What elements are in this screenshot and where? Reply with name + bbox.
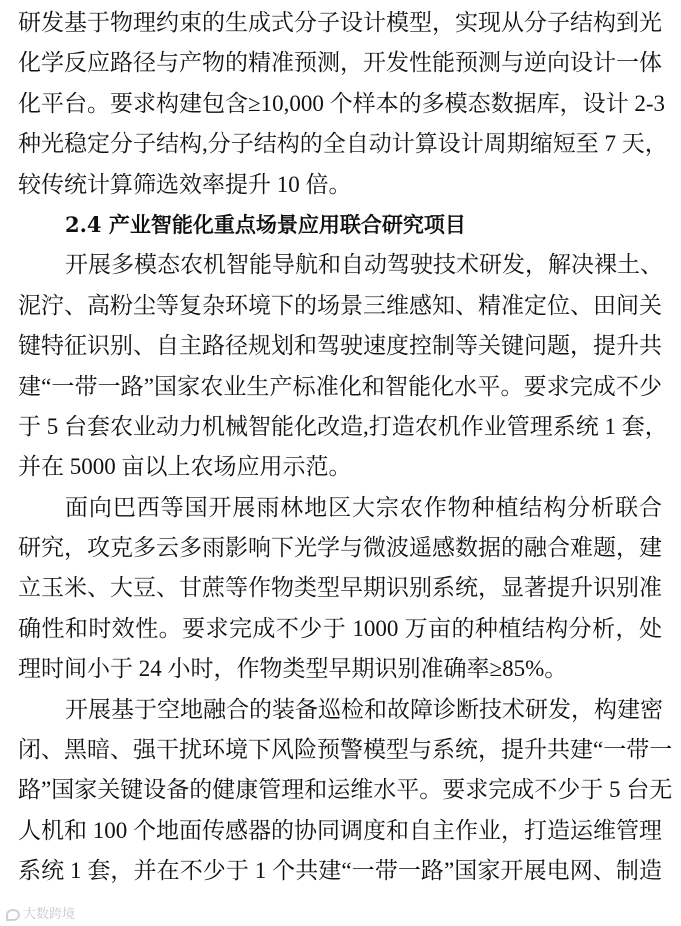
- paragraph: [18, 3, 668, 205]
- paragraph: [18, 245, 668, 487]
- text-line: 理时间小于 24 小时，作物类型早期识别准确率≥85%。: [18, 656, 568, 682]
- text-line: 开展基于空地融合的装备巡检和故障诊断技术研发，构建密: [65, 696, 663, 722]
- text-line: 泥泞、高粉尘等复杂环境下的场景三维感知、精准定位、田间关: [18, 292, 662, 318]
- section-heading: 2.4 产业智能化重点场景应用联合研究项目: [65, 211, 466, 237]
- text-line: 立玉米、大豆、甘蔗等作物类型早期识别系统，显著提升识别准: [18, 575, 662, 601]
- text-line: 并在 5000 亩以上农场应用示范。: [18, 454, 352, 480]
- paragraph: [18, 690, 673, 892]
- text-line: 开展多模态农机智能导航和自动驾驶技术研发，解决裸土、: [65, 252, 663, 278]
- text-line: 化学反应路径与产物的精准预测，开发性能预测与逆向设计一体: [18, 50, 662, 76]
- text-line: 系统 1 套，并在不少于 1 个共建“一带一路”国家开展电网、制造: [18, 858, 662, 884]
- text-line: 种光稳定分子结构,分子结构的全自动计算设计周期缩短至 7 天，: [18, 131, 668, 157]
- text-line: 键特征识别、自主路径规划和驾驶速度控制等关键问题，提升共: [18, 333, 662, 359]
- watermark-text: 大数跨境: [23, 907, 76, 922]
- text-line: 路”国家关键设备的健康管理和运维水平。要求完成不少于 5 台无: [18, 777, 673, 803]
- paragraph: [18, 488, 662, 690]
- text-line: 闭、黑暗、强干扰环境下风险预警模型与系统，提升共建“一带一: [18, 737, 673, 763]
- text-line: 确性和时效性。要求完成不少于 1000 万亩的种植结构分析，处: [18, 615, 662, 641]
- text-line: 研究，攻克多云多雨影响下光学与微波遥感数据的融合难题，建: [18, 535, 662, 561]
- text-line: 较传统计算筛选效率提升 10 倍。: [18, 171, 352, 197]
- text-line: 面向巴西等国开展雨林地区大宗农作物种植结构分析联合: [65, 494, 662, 520]
- text-line: 人机和 100 个地面传感器的协同调度和自主作业，打造运维管理: [18, 817, 662, 843]
- watermark: [6, 906, 75, 924]
- text-line: 建“一带一路”国家农业生产标准化和智能化水平。要求完成不少: [18, 373, 662, 399]
- text-line: 于 5 台套农业动力机械智能化改造,打造农机作业管理系统 1 套，: [18, 413, 668, 439]
- text-line: 化平台。要求构建包含≥10,000 个样本的多模态数据库，设计 2-3: [18, 90, 666, 116]
- text-line: 研发基于物理约束的生成式分子设计模型，实现从分子结构到光: [18, 10, 662, 35]
- document-page: [18, 3, 673, 892]
- watermark-logo-icon: [6, 909, 20, 921]
